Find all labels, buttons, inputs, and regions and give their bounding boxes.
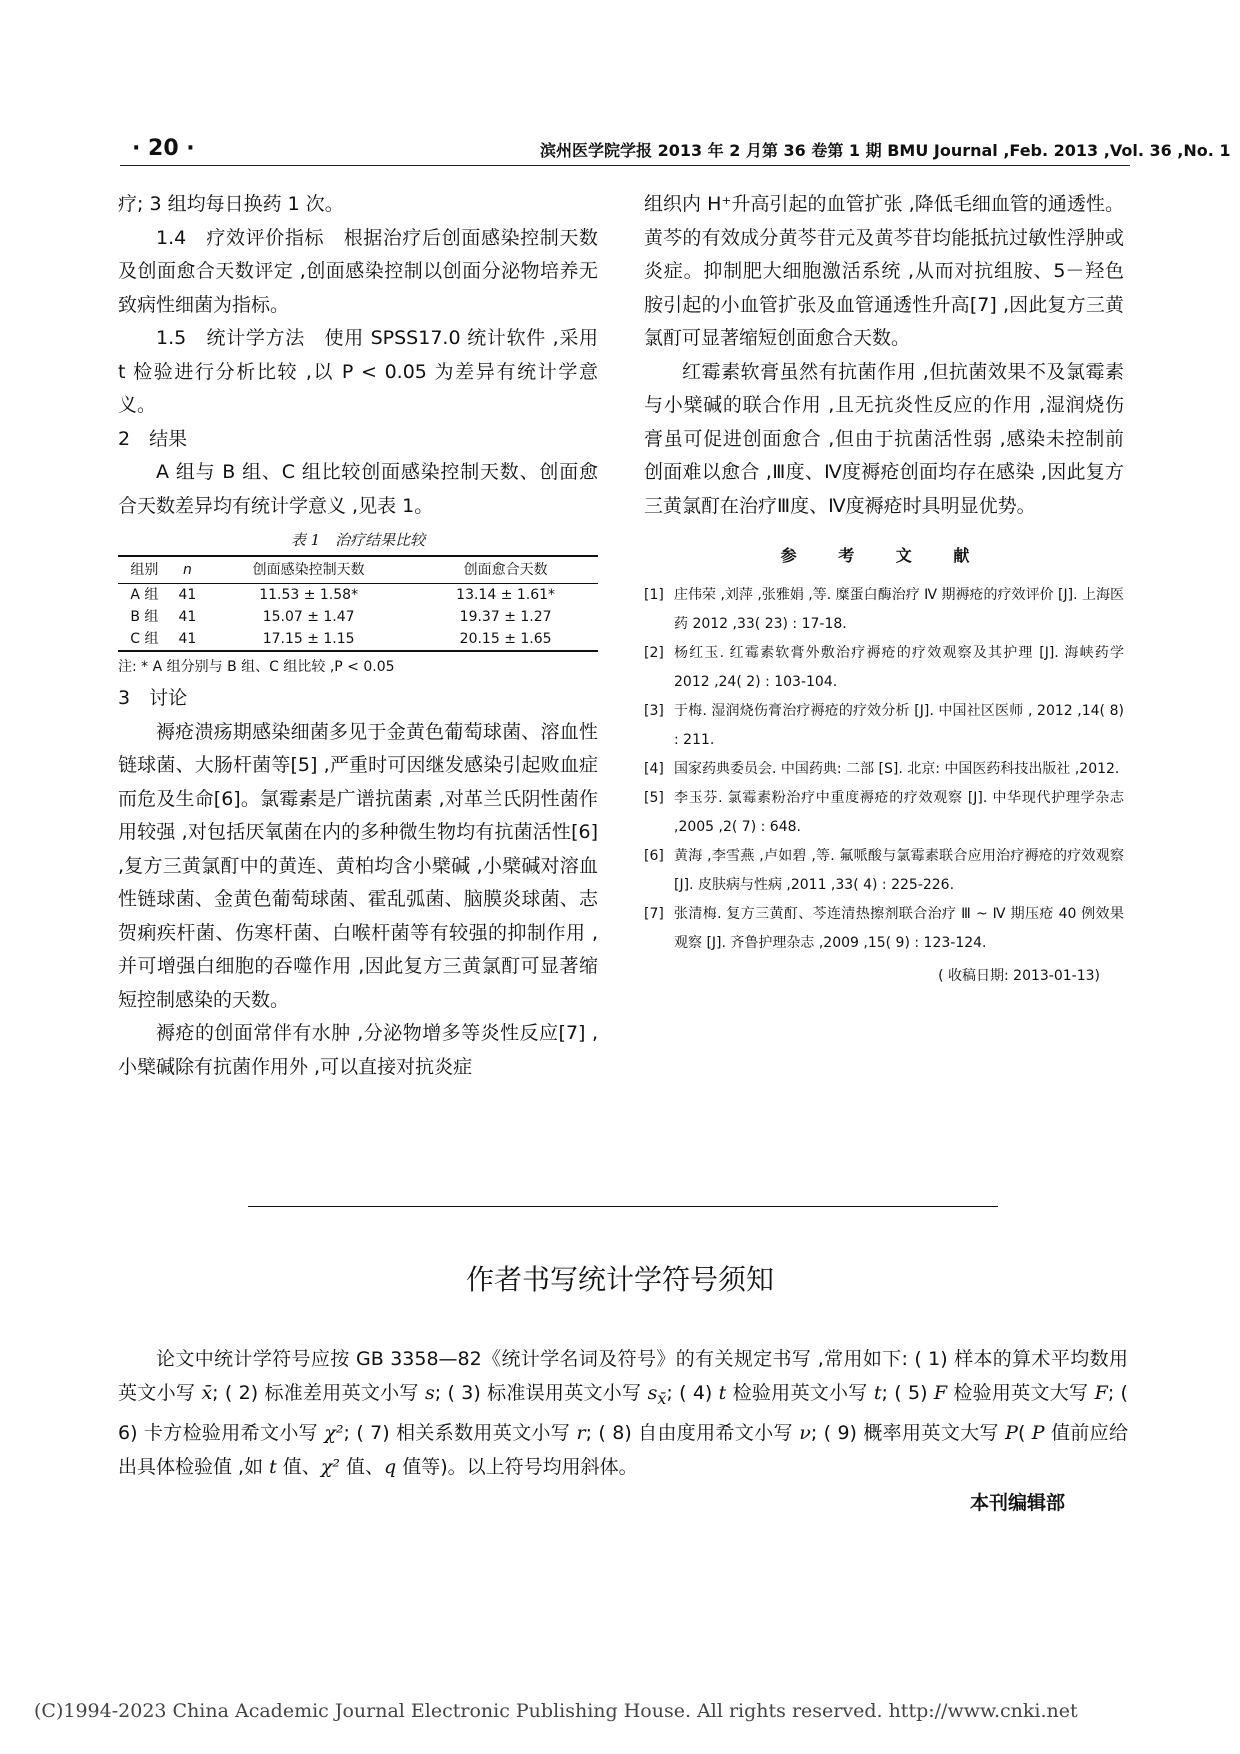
symbol-t: t [269, 1455, 277, 1478]
symbol-chi-square: χ² [324, 1421, 344, 1444]
table-header-row [118, 556, 598, 584]
paragraph-dressing: 疗; 3 组均每日换药 1 次。 [118, 193, 344, 215]
notice-title: 作者书写统计学符号须知 [465, 1263, 774, 1296]
section-1-4: 1.4 疗效评价指标 根据治疗后创面感染控制天数及创面愈合天数评定 ,创面感染控制以创面分泌物培养无致病性细菌为指标。 [118, 226, 598, 316]
reference-number: [3] [644, 703, 664, 719]
left-column [118, 188, 598, 1084]
reference-text: 张清梅. 复方三黄酊、芩连清热擦剂联合治疗 Ⅲ ~ Ⅳ 期压疮 40 例效果观察 [J]. 齐鲁护理杂志 ,2009 ,15( 9) : 123-124. [674, 906, 1124, 951]
reference-number: [7] [644, 906, 664, 922]
symbol-f: F [933, 1382, 948, 1404]
paragraph-discussion-2: 褥疮的创面常伴有水肿 ,分泌物增多等炎性反应[7] ,小檗碱除有抗菌作用外 ,可以直接对抗炎症 [118, 1022, 598, 1078]
notice-text: ; ( 8) 自由度用希文小写 [585, 1421, 800, 1444]
reference-item [644, 842, 1124, 900]
table-row [118, 606, 598, 628]
header-rule [120, 165, 1130, 166]
table-header: 创面愈合天数 [413, 556, 598, 584]
heading-results: 2 结果 [118, 427, 188, 450]
notice-body [118, 1342, 1128, 1484]
notice-text: ; ( 2) 标准差用英文小写 [212, 1382, 426, 1404]
symbol-p: P [1031, 1421, 1045, 1444]
reference-text: 国家药典委员会. 中国药典: 二部 [S]. 北京: 中国医药科技出版社 ,2012. [674, 761, 1120, 777]
notice-text: ; ( 3) 标准误用英文小写 [434, 1382, 648, 1404]
symbol-nu: ν [799, 1421, 811, 1444]
reference-item [644, 755, 1124, 784]
symbol-se-subscript: x̄ [657, 1388, 667, 1408]
table-row [118, 628, 598, 651]
reference-item [644, 697, 1124, 755]
table-row [118, 584, 598, 607]
paragraph-discussion-1: 褥疮溃疡期感染细菌多见于金黄色葡萄球菌、溶血性链球菌、大肠杆菌等[5] ,严重时可因继发感染引起败血症而危及生命[6]。氯霉素是广谱抗菌素 ,对革兰氏阴性菌作用较强 ,对包括厌氧菌在内的多种微生物均有抗菌活性[6] ,复方三黄氯酊中的黄连、黄柏均含小檗碱 ,小檗碱对溶血性链球菌、金黄色葡萄球菌、霍乱弧菌、脑膜炎球菌、志贺痢疾杆菌、伤寒杆菌、白喉杆菌等有较强的抑制作用 ,并可增强白细胞的吞噬作用 ,因此复方三黄氯酊可显著缩短控制感染的天数。 [118, 720, 598, 1011]
table-cell: 13.14 ± 1.61* [456, 587, 556, 603]
table-cell: 11.53 ± 1.58* [259, 587, 359, 603]
reference-number: [1] [644, 587, 664, 603]
section-1-5: 1.5 统计学方法 使用 SPSS17.0 统计软件 ,采用 t 检验进行分析比较 ,以 P < 0.05 为差异有统计学意义。 [118, 327, 598, 416]
reference-number: [2] [644, 645, 664, 661]
notice-text: ( [1017, 1421, 1032, 1444]
reference-item [644, 581, 1124, 639]
symbol-p: P [1005, 1421, 1018, 1444]
reference-number: [6] [644, 848, 664, 864]
symbol-r: r [576, 1421, 586, 1444]
heading-discussion: 3 讨论 [118, 687, 188, 709]
reference-item [644, 639, 1124, 697]
symbol-chi-square: χ² [320, 1455, 340, 1478]
notice-text: ; ( 6) 卡方检验用希文小写 [118, 1382, 1128, 1444]
notice-text: ; ( 4) [666, 1382, 719, 1404]
symbol-mean: x̄ [201, 1382, 213, 1404]
symbol-t: t [718, 1382, 727, 1404]
table-note: 注: * A 组分别与 B 组、C 组比较 ,P < 0.05 [118, 659, 395, 675]
notice-text: 值、 [339, 1455, 384, 1478]
editorial-signature: 本刊编辑部 [970, 1492, 1066, 1514]
reference-text: 庄伟荣 ,刘萍 ,张雅娟 ,等. 糜蛋白酶治疗 Ⅳ 期褥疮的疗效评价 [J]. 上海医药 2012 ,33( 23) : 17-18. [674, 587, 1124, 632]
reference-text: 李玉芬. 氯霉素粉治疗中重度褥疮的疗效观察 [J]. 中华现代护理学杂志 ,2005 ,2( 7) : 648. [674, 790, 1124, 835]
paragraph-comparison: 红霉素软膏虽然有抗菌作用 ,但抗菌效果不及氯霉素与小檗碱的联合作用 ,且无抗炎性反应的作用 ,湿润烧伤膏虽可促进创面愈合 ,但由于抗菌活性弱 ,感染未控制前创面难以愈合 ,Ⅲ度、Ⅳ度褥疮创面均存在感染 ,因此复方三黄氯酊在治疗Ⅲ度、Ⅳ度褥疮时具明显优势。 [644, 360, 1124, 517]
symbol-q: q [384, 1455, 397, 1478]
table-cell: B 组 [130, 609, 159, 625]
table-cell: 20.15 ± 1.65 [413, 628, 598, 651]
table-header: n [171, 556, 204, 584]
notice-text: ; ( 5) [881, 1382, 934, 1404]
reference-number: [5] [644, 790, 664, 806]
notice-text: 检验用英文大写 [947, 1382, 1095, 1404]
paragraph-continued: 组织内 H⁺升高引起的血管扩张 ,降低毛细血管的通透性。黄芩的有效成分黄芩苷元及黄芩苷均能抵抗过敏性浮肿或炎症。抑制肥大细胞激活系统 ,从而对抗组胺、5－羟色胺引起的小血管扩张及血管通透性升高[7] ,因此复方三黄氯酊可显著缩短创面愈合天数。 [644, 193, 1124, 349]
paragraph-results: A 组与 B 组、C 组比较创面感染控制天数、创面愈合天数差异均有统计学意义 ,见表 1。 [118, 461, 598, 517]
symbol-t: t [873, 1382, 882, 1404]
symbol-f: F [1094, 1382, 1108, 1404]
table-cell: A 组 [130, 587, 159, 603]
section-separator [248, 1206, 998, 1207]
reference-number: [4] [644, 761, 664, 777]
received-date: ( 收稿日期: 2013-01-13) [938, 968, 1100, 984]
symbol-sd: s [425, 1382, 435, 1404]
reference-text: 黄海 ,李雪燕 ,卢如碧 ,等. 氟哌酸与氯霉素联合应用治疗褥疮的疗效观察 [J]. 皮肤病与性病 ,2011 ,33( 4) : 225-226. [674, 848, 1124, 893]
reference-list [644, 581, 1124, 958]
table-cell: 17.15 ± 1.15 [204, 628, 413, 651]
table-cell: 19.37 ± 1.27 [459, 609, 552, 625]
table-cell: 15.07 ± 1.47 [262, 609, 355, 625]
journal-running-head: 滨州医学院学报 2013 年 2 月第 36 卷第 1 期 BMU Journal ,Feb. 2013 ,Vol. 36 ,No. 1 [540, 141, 1231, 160]
table-cell: 41 [178, 609, 197, 625]
reference-text: 于梅. 湿润烧伤膏治疗褥疮的疗效分析 [J]. 中国社区医师 , 2012 ,14( 8) : 211. [674, 703, 1124, 748]
right-column [644, 188, 1124, 994]
notice-text: 值、 [276, 1455, 321, 1478]
notice-text: ; ( 9) 概率用英文大写 [810, 1421, 1006, 1444]
copyright-footer: (C)1994-2023 China Academic Journal Electronic Publishing House. All rights reserved. http://www.cnki.net [34, 1700, 1078, 1722]
notice-text: ; ( 7) 相关系数用英文小写 [343, 1421, 577, 1444]
results-table [118, 555, 598, 652]
notice-text: 值前应给出具体检验值 ,如 [118, 1421, 1128, 1478]
reference-item [644, 900, 1124, 958]
notice-text: 值等)。以上符号均用斜体。 [396, 1455, 638, 1478]
symbol-se: s [647, 1382, 658, 1404]
table-header: 组别 [118, 556, 171, 584]
table-cell: 41 [171, 628, 204, 651]
references-title: 参 考 文 献 [780, 546, 988, 565]
table-cell: 41 [178, 587, 197, 603]
notice-text: 论文中统计学符号应按 GB 3358—82《统计学名词及符号》的有关规定书写 ,常用如下: ( 1) 样本的算术平均数用英文小写 [118, 1348, 1128, 1404]
page-number: · 20 · [132, 136, 195, 161]
reference-text: 杨红玉. 红霉素软膏外敷治疗褥疮的疗效观察及其护理 [J]. 海峡药学 2012 ,24( 2) : 103-104. [674, 645, 1124, 690]
table-header: 创面感染控制天数 [204, 556, 413, 584]
table-cell: C 组 [118, 628, 171, 651]
reference-item [644, 784, 1124, 842]
notice-text: 检验用英文小写 [726, 1382, 874, 1404]
table-title: 表 1 治疗结果比较 [290, 531, 426, 549]
